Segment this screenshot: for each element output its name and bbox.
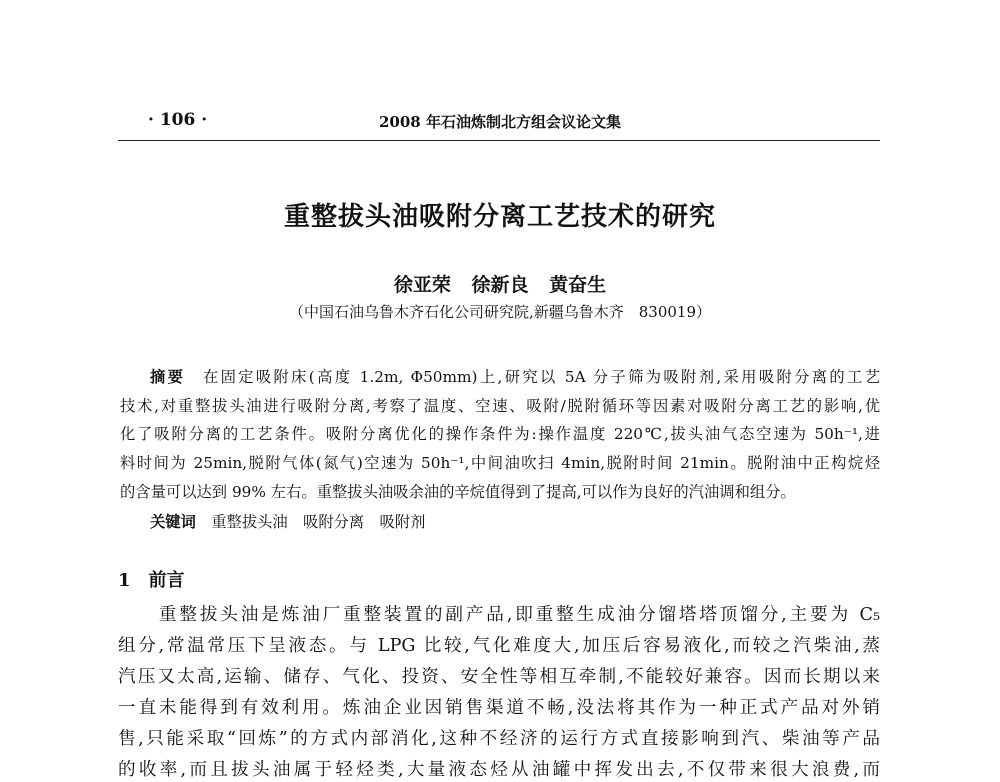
body-line: 汽压又太高,运输、储存、气化、投资、安全性等相互牵制,不能较好兼容。因而长期以来	[118, 667, 880, 687]
body-line: 的收率,而且拔头油属于轻烃类,大量液态烃从油罐中挥发出去,不仅带来很大浪费,而	[118, 760, 880, 780]
abstract-text: 在固定吸附床(高度 1.2m, Φ50mm)上,研究以 5A 分子筛为吸附剂,采用吸附分离的工艺	[202, 368, 880, 386]
keyword: 重整拔头油	[211, 513, 288, 531]
page-number: · 106 ·	[148, 110, 208, 130]
keywords-label: 关键词	[150, 513, 196, 531]
abstract-line	[150, 365, 880, 387]
abstract-line: 料时间为 25min,脱附气体(氮气)空速为 50h⁻¹,中间油吹扫 4min,脱附时间 21min。脱附油中正构烷烃	[120, 454, 880, 472]
authors: 徐亚荣 徐新良 黄奋生	[393, 274, 607, 296]
keywords	[150, 510, 425, 532]
keyword: 吸附分离	[303, 513, 365, 531]
body-line: 重整拔头油是炼油厂重整装置的副产品,即重整生成油分馏塔塔顶馏分,主要为 C₅	[118, 605, 880, 625]
abstract-line: 化了吸附分离的工艺条件。吸附分离优化的操作条件为:操作温度 220℃,拔头油气态空速为 50h⁻¹,进	[120, 425, 880, 443]
body-line: 售,只能采取“回炼”的方式内部消化,这种不经济的运行方式直接影响到汽、柴油等产品	[118, 729, 880, 749]
running-header: 2008 年石油炼制北方组会议论文集	[379, 113, 621, 131]
paper-title: 重整拔头油吸附分离工艺技术的研究	[283, 202, 716, 232]
keyword: 吸附剂	[379, 513, 426, 531]
abstract-line: 的含量可以达到 99% 左右。重整拔头油吸余油的辛烷值得到了提高,可以作为良好的汽油调和组分。	[120, 483, 796, 501]
body-line: 一直未能得到有效利用。炼油企业因销售渠道不畅,没法将其作为一种正式产品对外销	[118, 698, 880, 718]
body-line: 组分,常温常压下呈液态。与 LPG 比较,气化难度大,加压后容易液化,而较之汽柴油,蒸	[118, 636, 880, 656]
abstract-label: 摘要	[150, 368, 186, 386]
section-heading	[118, 566, 185, 592]
affiliation: （中国石油乌鲁木齐石化公司研究院,新疆乌鲁木齐 830019）	[288, 303, 712, 321]
header-rule	[118, 140, 880, 141]
section-title: 前言	[148, 570, 185, 591]
abstract-line: 技术,对重整拔头油进行吸附分离,考察了温度、空速、吸附/脱附循环等因素对吸附分离工艺的影响,优	[120, 397, 880, 415]
section-number: 1	[118, 570, 131, 591]
